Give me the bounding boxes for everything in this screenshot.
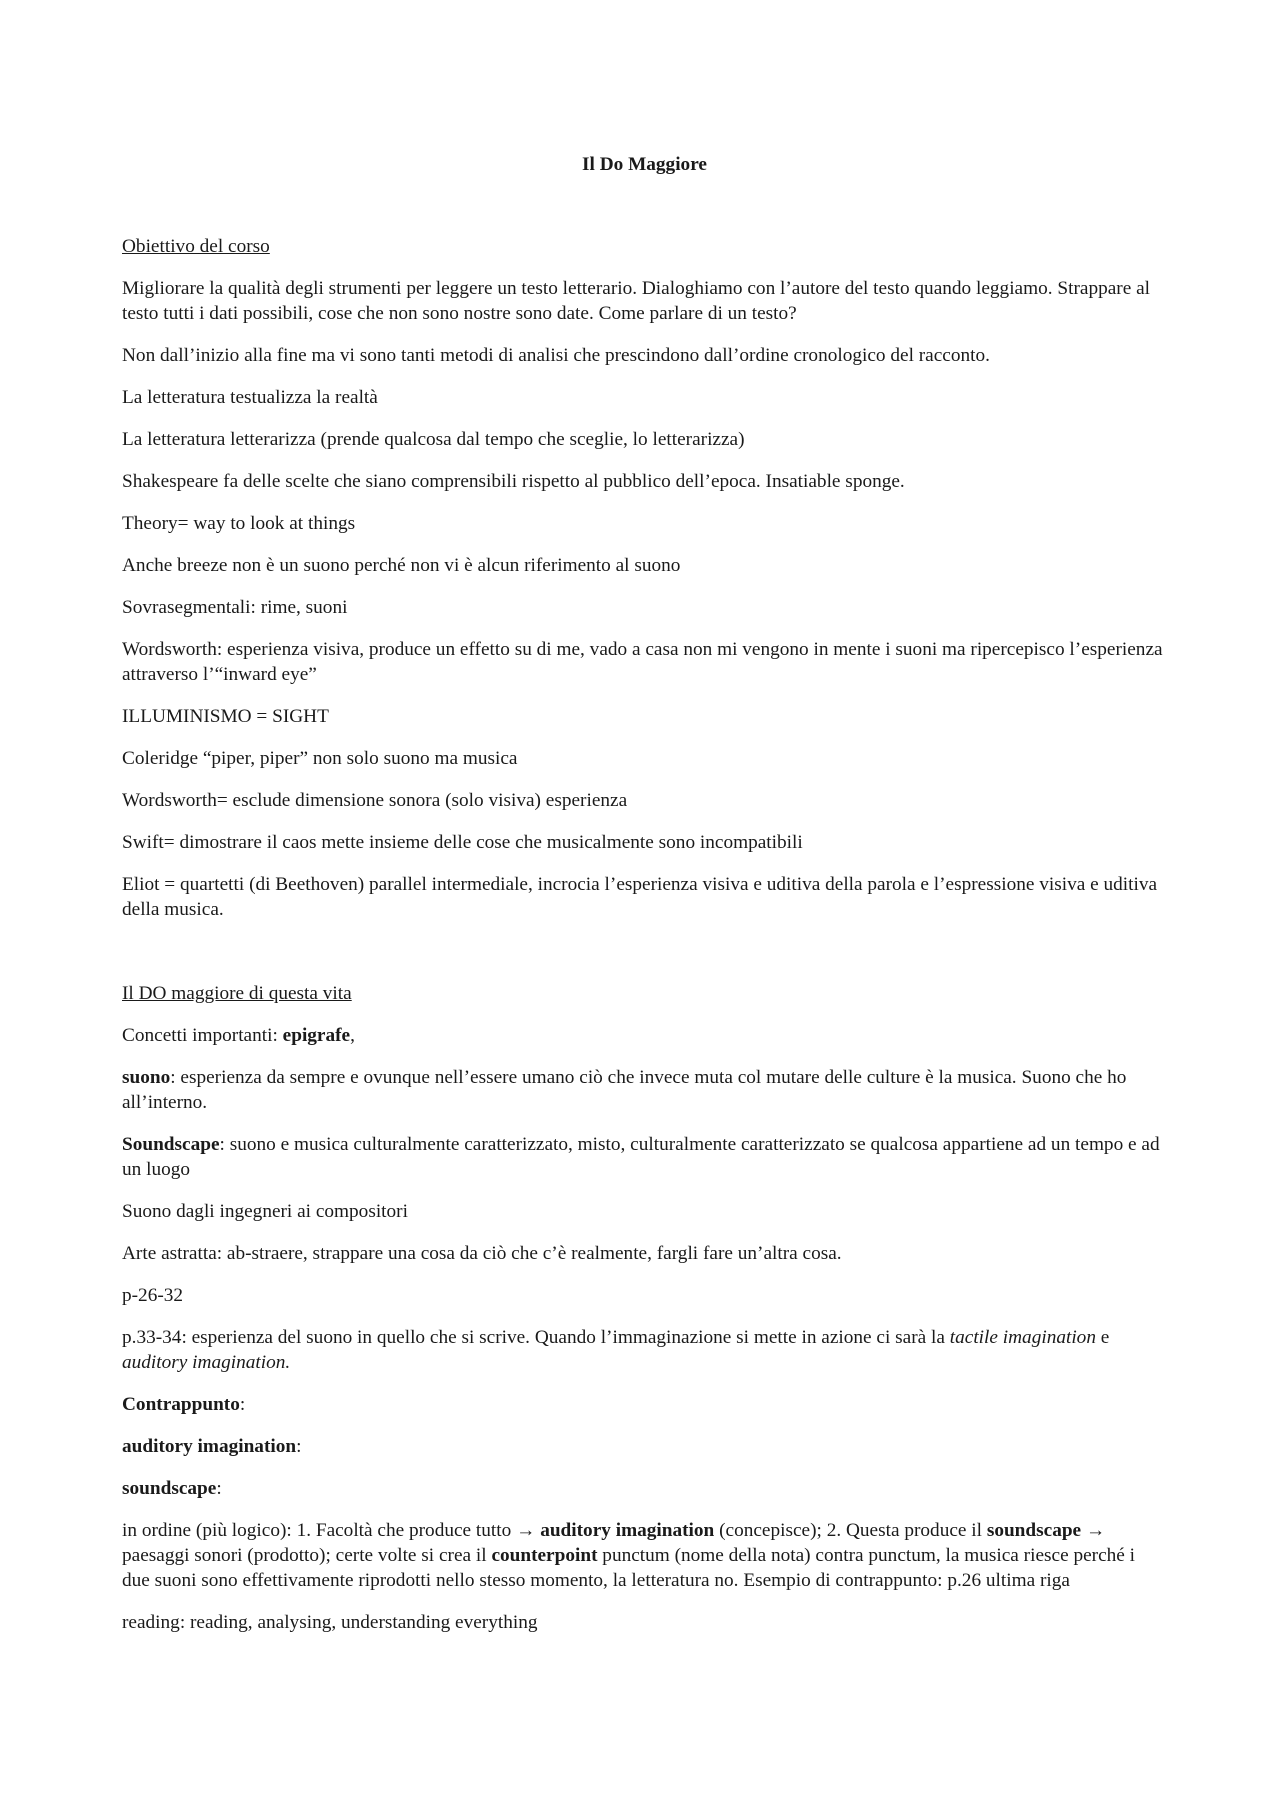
section-gap bbox=[122, 939, 1167, 981]
paragraph: Arte astratta: ab-straere, strappare una cosa da ciò che c’è realmente, fargli fare un’altra cosa. bbox=[122, 1243, 842, 1264]
italic-term: auditory imagination. bbox=[122, 1352, 291, 1373]
text: : bbox=[296, 1436, 302, 1457]
arrow-right-icon: → bbox=[516, 1520, 536, 1541]
text: : bbox=[239, 1394, 246, 1415]
bold-term: auditory imagination bbox=[122, 1436, 297, 1457]
paragraph-term bbox=[122, 1434, 1167, 1459]
paragraph: La letteratura letterarizza (prende qualcosa dal tempo che sceglie, lo letterarizza) bbox=[122, 429, 745, 450]
section-heading-obiettivo: Obiettivo del corso bbox=[122, 236, 270, 257]
paragraph: Shakespeare fa delle scelte che siano comprensibili rispetto al pubblico dell’epoca. Insatiable sponge. bbox=[122, 471, 905, 492]
text: : suono e musica culturalmente caratterizzato, misto, culturalmente caratterizzato se qualcosa appartiene ad un tempo e ad un luogo bbox=[122, 1134, 1160, 1180]
paragraph: reading: reading, analysing, understanding everything bbox=[122, 1612, 538, 1633]
text: : esperienza da sempre e ovunque nell’essere umano ciò che invece muta col mutare delle culture è la musica. Suono che ho all’interno. bbox=[122, 1067, 1127, 1113]
paragraph: Suono dagli ingegneri ai compositori bbox=[122, 1201, 408, 1222]
bold-term: soundscape bbox=[122, 1478, 217, 1499]
bold-term: soundscape bbox=[986, 1520, 1082, 1541]
italic-term: tactile imagination bbox=[949, 1327, 1096, 1348]
text: Concetti importanti: bbox=[122, 1025, 283, 1046]
paragraph: Wordsworth= esclude dimensione sonora (solo visiva) esperienza bbox=[122, 790, 628, 811]
paragraph-term bbox=[122, 1392, 1167, 1417]
paragraph-suono bbox=[122, 1065, 1167, 1115]
paragraph: Migliorare la qualità degli strumenti per leggere un testo letterario. Dialoghiamo con l’autore del testo quando leggiamo. Strappare al testo tutti i dati possibili, cose che non sono nostre sono date. Come parlare di un testo? bbox=[122, 278, 1150, 324]
text: paesaggi sonori (prodotto); certe volte si crea il bbox=[122, 1545, 492, 1566]
section-heading-do-maggiore: Il DO maggiore di questa vita bbox=[122, 983, 352, 1004]
paragraph: La letteratura testualizza la realtà bbox=[122, 387, 378, 408]
paragraph: Theory= way to look at things bbox=[122, 513, 356, 534]
bold-term: epigrafe bbox=[282, 1025, 351, 1046]
paragraph: p-26-32 bbox=[122, 1285, 184, 1306]
bold-term: suono bbox=[122, 1067, 171, 1088]
paragraph: Sovrasegmentali: rime, suoni bbox=[122, 597, 348, 618]
paragraph-p33 bbox=[122, 1325, 1167, 1375]
document-title: Il Do Maggiore bbox=[582, 154, 707, 175]
paragraph: Eliot = quartetti (di Beethoven) parallel intermediale, incrocia l’esperienza visiva e uditiva della parola e l’espressione visiva e uditiva della musica. bbox=[122, 874, 1158, 920]
text: (concepisce); 2. Questa produce il bbox=[714, 1520, 987, 1541]
text: punctum (nome della nota) contra punctum, la musica riesce perché i due suoni sono effettivamente riprodotti nello stesso momento, la letteratura no. Esempio di contrappunto: p.26 ultima riga bbox=[122, 1545, 1136, 1591]
document-page bbox=[122, 152, 1167, 1652]
paragraph-concetti bbox=[122, 1023, 1167, 1048]
paragraph: Swift= dimostrare il caos mette insieme delle cose che musicalmente sono incompatibili bbox=[122, 832, 803, 853]
text: in ordine (più logico): 1. Facoltà che produce tutto bbox=[122, 1520, 517, 1541]
bold-term: Soundscape bbox=[122, 1134, 220, 1155]
bold-term: auditory imagination bbox=[535, 1520, 715, 1541]
paragraph: ILLUMINISMO = SIGHT bbox=[122, 706, 329, 727]
paragraph-term bbox=[122, 1476, 1167, 1501]
text: : bbox=[216, 1478, 222, 1499]
text: e bbox=[1095, 1327, 1110, 1348]
paragraph-soundscape bbox=[122, 1132, 1167, 1182]
paragraph: Non dall’inizio alla fine ma vi sono tanti metodi di analisi che prescindono dall’ordine cronologico del racconto. bbox=[122, 345, 990, 366]
paragraph: Anche breeze non è un suono perché non vi è alcun riferimento al suono bbox=[122, 555, 681, 576]
text: , bbox=[350, 1025, 355, 1046]
bold-term: counterpoint bbox=[491, 1545, 598, 1566]
paragraph: Coleridge “piper, piper” non solo suono ma musica bbox=[122, 748, 518, 769]
bold-term: Contrappunto bbox=[122, 1394, 240, 1415]
paragraph: Wordsworth: esperienza visiva, produce un effetto su di me, vado a casa non mi vengono in mente i suoni ma ripercepisco l’esperienza attraverso l’“inward eye” bbox=[122, 639, 1163, 685]
text: p.33-34: esperienza del suono in quello che si scrive. Quando l’immaginazione si mette in azione ci sarà la bbox=[122, 1327, 950, 1348]
arrow-right-icon: → bbox=[1081, 1520, 1106, 1541]
paragraph-ordine bbox=[122, 1518, 1167, 1593]
